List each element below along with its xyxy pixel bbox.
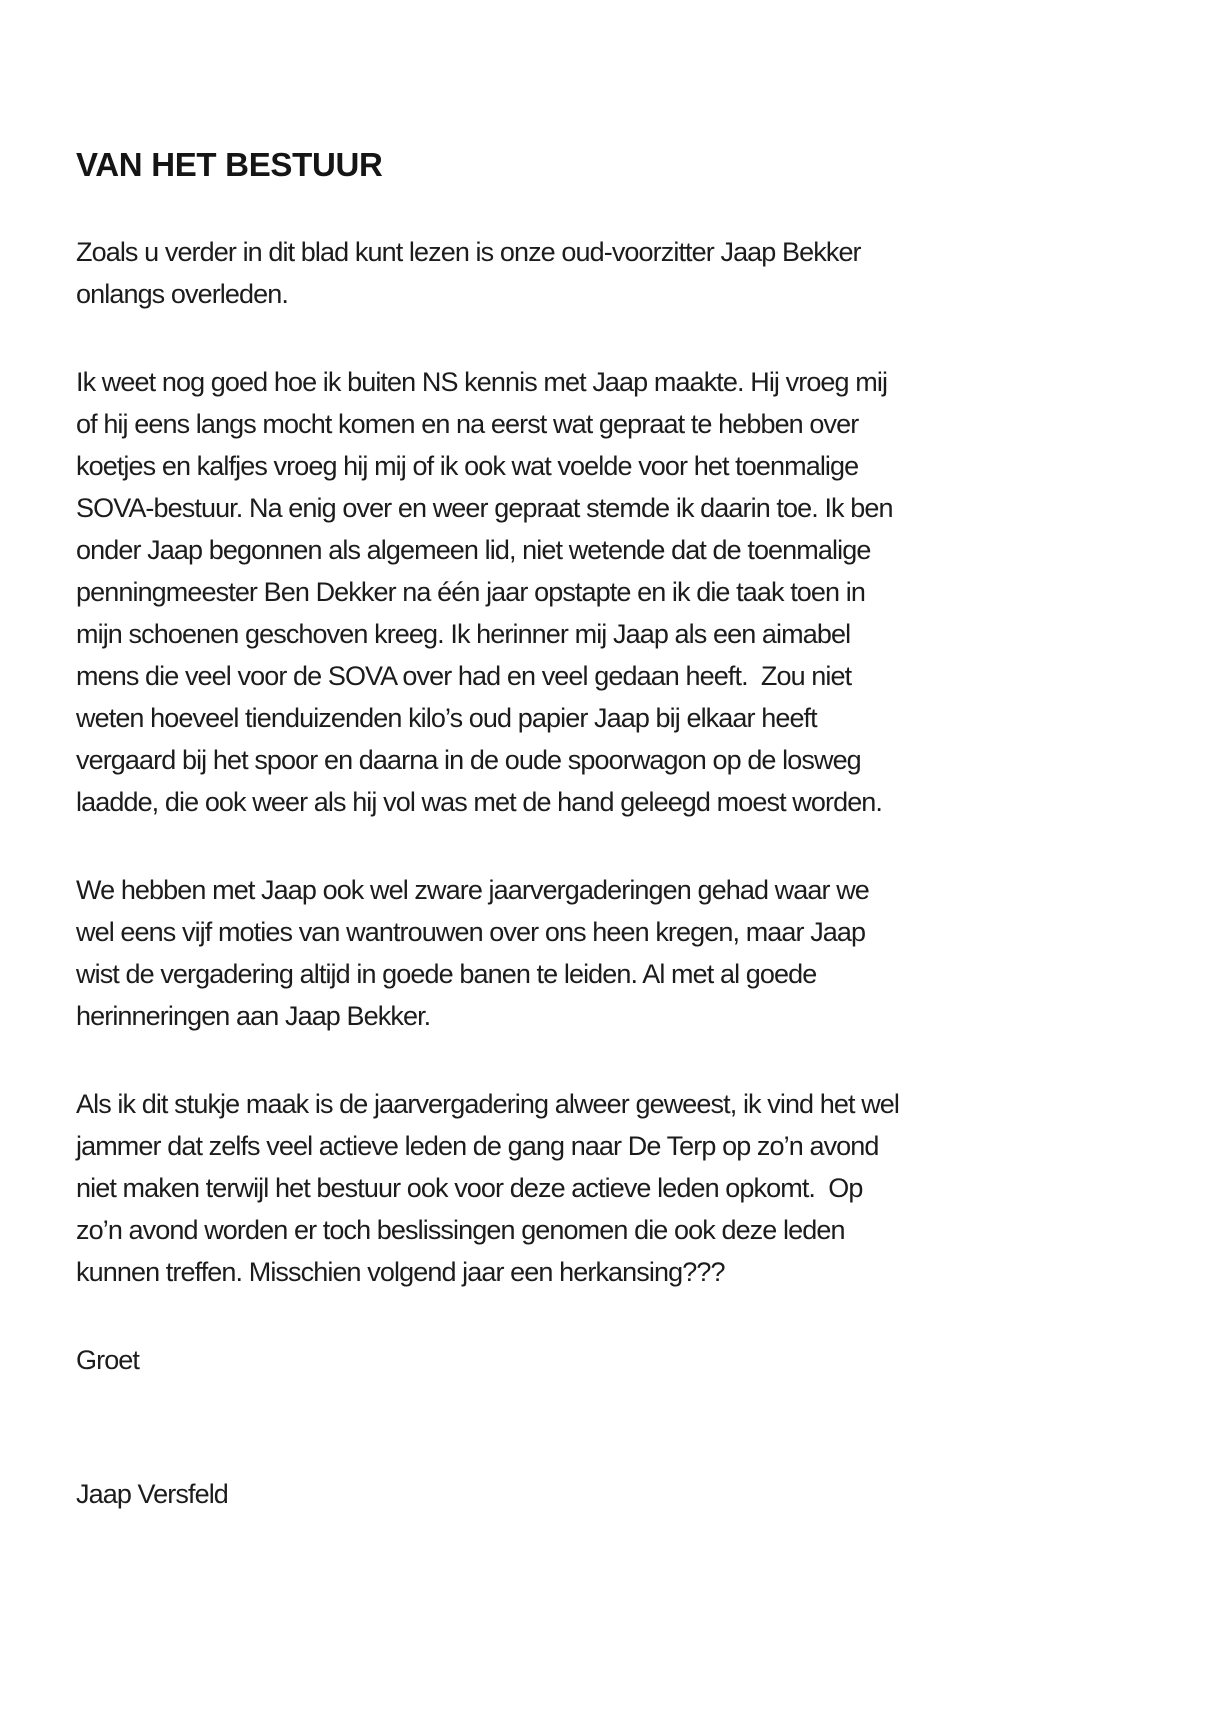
text-line: Jaap Versfeld	[76, 1479, 228, 1509]
document-body	[76, 231, 1178, 1515]
text-line: wel eens vijf moties van wantrouwen over ons heen kregen, maar Jaap	[76, 917, 866, 947]
text-line: of hij eens langs mocht komen en na eerst wat gepraat te hebben over	[76, 409, 859, 439]
paragraph	[76, 231, 1178, 315]
text-line: mijn schoenen geschoven kreeg. Ik herinner mij Jaap als een aimabel	[76, 619, 851, 649]
paragraph	[76, 1339, 1178, 1381]
paragraph	[76, 869, 1178, 1037]
text-line: niet maken terwijl het bestuur ook voor deze actieve leden opkomt. Op	[76, 1173, 863, 1203]
text-line: Groet	[76, 1345, 140, 1375]
text-line: We hebben met Jaap ook wel zware jaarvergaderingen gehad waar we	[76, 875, 869, 905]
page-title: VAN HET BESTUUR	[76, 146, 383, 183]
text-line: jammer dat zelfs veel actieve leden de gang naar De Terp op zo’n avond	[76, 1131, 879, 1161]
paragraph	[76, 361, 1178, 823]
text-line: vergaard bij het spoor en daarna in de oude spoorwagon op de losweg	[76, 745, 861, 775]
text-line: penningmeester Ben Dekker na één jaar opstapte en ik die taak toen in	[76, 577, 865, 607]
text-line: onder Jaap begonnen als algemeen lid, niet wetende dat de toenmalige	[76, 535, 871, 565]
text-line: herinneringen aan Jaap Bekker.	[76, 1001, 431, 1031]
text-line: laadde, die ook weer als hij vol was met de hand geleegd moest worden.	[76, 787, 883, 817]
paragraph	[76, 1473, 1178, 1515]
text-line: Ik weet nog goed hoe ik buiten NS kennis met Jaap maakte. Hij vroeg mij	[76, 367, 888, 397]
text-line: Als ik dit stukje maak is de jaarvergadering alweer geweest, ik vind het wel	[76, 1089, 900, 1119]
text-line: mens die veel voor de SOVA over had en veel gedaan heeft. Zou niet	[76, 661, 852, 691]
text-line: Zoals u verder in dit blad kunt lezen is onze oud-voorzitter Jaap Bekker	[76, 237, 861, 267]
paragraph	[76, 1083, 1178, 1293]
text-line: SOVA-bestuur. Na enig over en weer gepraat stemde ik daarin toe. Ik ben	[76, 493, 893, 523]
text-line: zo’n avond worden er toch beslissingen genomen die ook deze leden	[76, 1215, 845, 1245]
text-line: wist de vergadering altijd in goede banen te leiden. Al met al goede	[76, 959, 817, 989]
text-line: koetjes en kalfjes vroeg hij mij of ik ook wat voelde voor het toenmalige	[76, 451, 859, 481]
text-line: onlangs overleden.	[76, 279, 288, 309]
text-line: kunnen treffen. Misschien volgend jaar een herkansing???	[76, 1257, 725, 1287]
text-line: weten hoeveel tienduizenden kilo’s oud papier Jaap bij elkaar heeft	[76, 703, 817, 733]
